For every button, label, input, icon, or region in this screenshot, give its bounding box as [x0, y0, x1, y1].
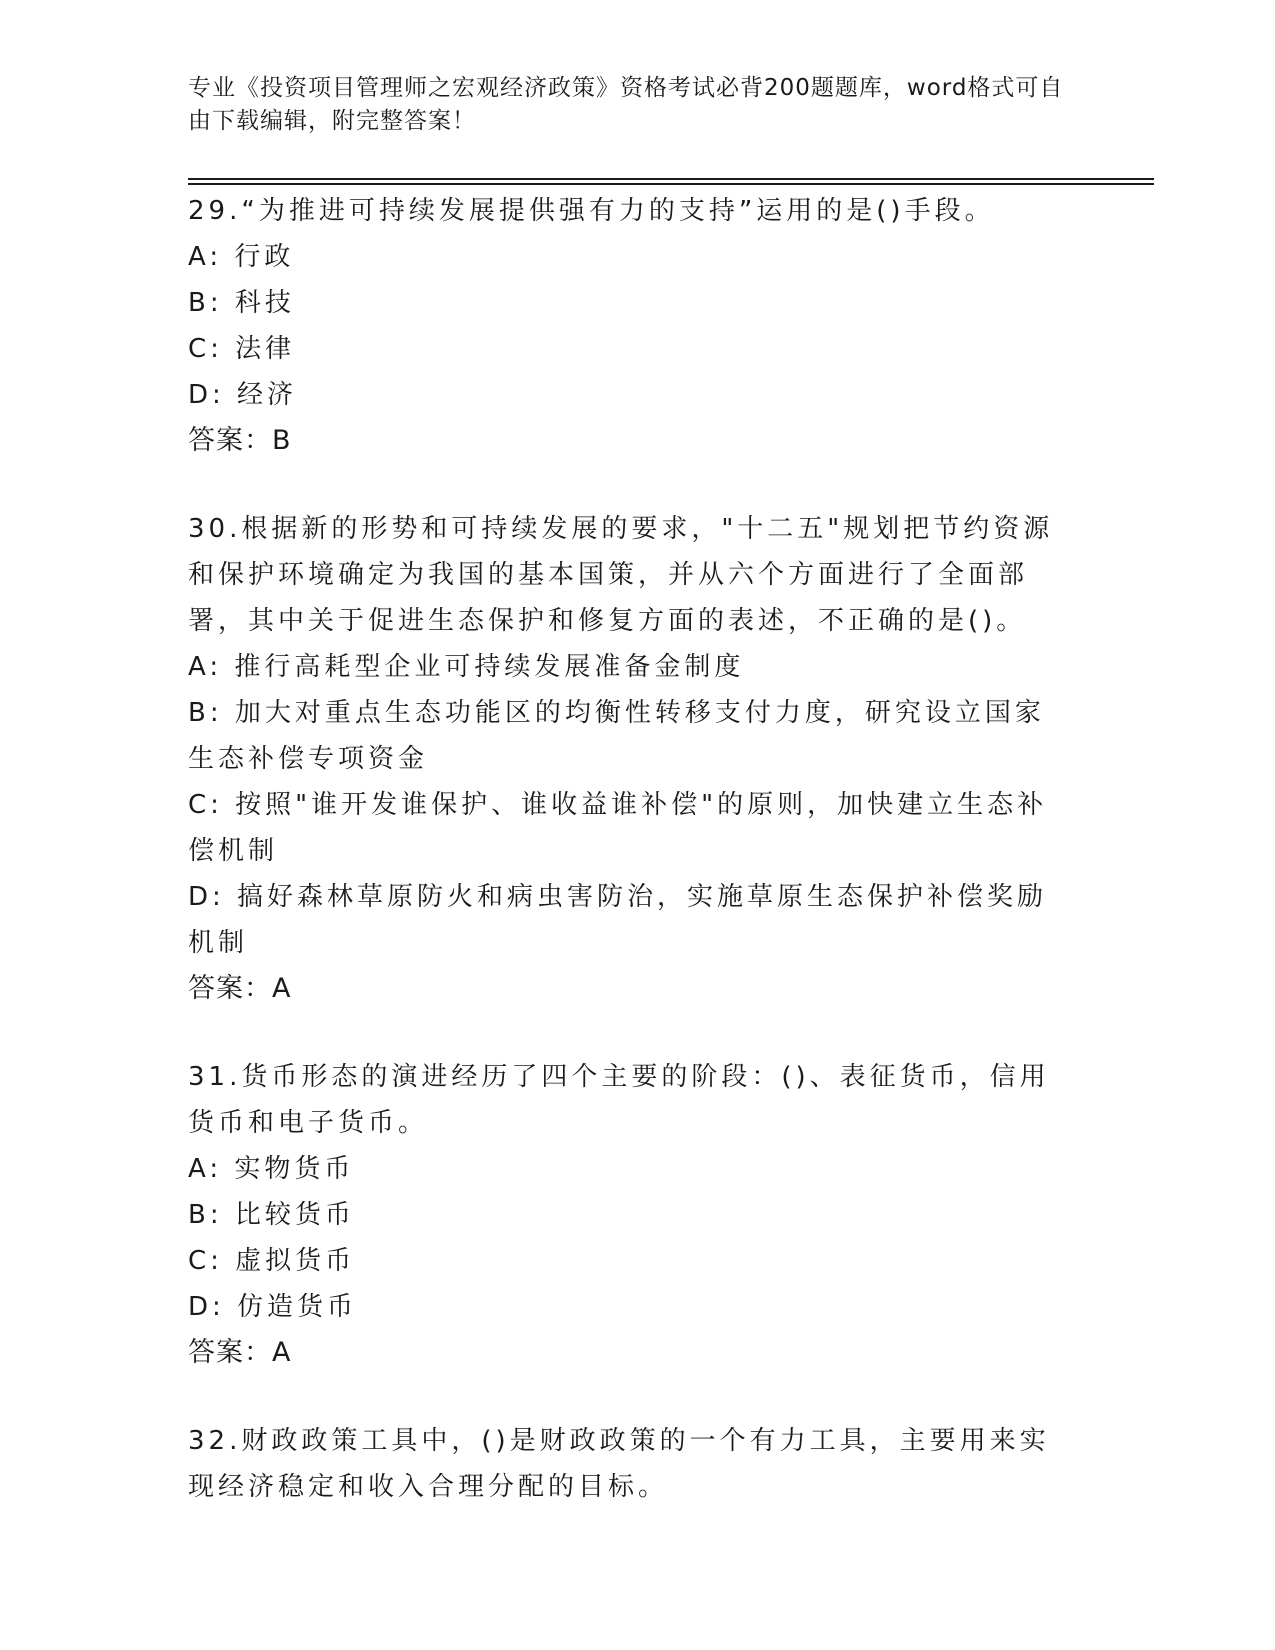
header-rule-top: [188, 178, 1154, 180]
answer-label: 答案：A: [188, 973, 292, 1004]
question-list: [188, 188, 1068, 1552]
option-d: D: 经济: [188, 380, 298, 410]
question-stem: 32.财政政策工具中，()是财政政策的一个有力工具，主要用来实现经济稳定和收入合理分配的目标。: [188, 1426, 1050, 1502]
header-rule-bottom: [188, 183, 1154, 185]
question-31: [188, 1054, 1068, 1376]
option-d: D: 搞好森林草原防火和病虫害防治，实施草原生态保护补偿奖励机制: [188, 882, 1048, 958]
option-d: D: 仿造货币: [188, 1292, 358, 1322]
option-b: B: 科技: [188, 288, 295, 318]
option-b: B: 加大对重点生态功能区的均衡性转移支付力度，研究设立国家生态补偿专项资金: [188, 698, 1045, 774]
document-header: 专业《投资项目管理师之宏观经济政策》资格考试必背200题题库，word格式可自由下载编辑，附完整答案！: [188, 75, 1064, 134]
option-c: C: 虚拟货币: [188, 1246, 356, 1276]
question-stem: 29.“为推进可持续发展提供强有力的支持”运用的是()手段。: [188, 196, 995, 226]
question-29: [188, 188, 1068, 464]
question-32: [188, 1418, 1068, 1510]
question-stem: 30.根据新的形势和可持续发展的要求，"十二五"规划把节约资源和保护环境确定为我国的基本国策，并从六个方面进行了全面部署，其中关于促进生态保护和修复方面的表述，不正确的是()。: [188, 514, 1054, 636]
question-30: [188, 506, 1068, 1012]
question-stem: 31.货币形态的演进经历了四个主要的阶段：()、表征货币，信用货币和电子货币。: [188, 1062, 1050, 1138]
option-b: B: 比较货币: [188, 1200, 355, 1230]
answer-label: 答案：A: [188, 1337, 292, 1368]
option-a: A: 实物货币: [188, 1154, 355, 1184]
option-a: A: 行政: [188, 242, 295, 272]
answer-label: 答案：B: [188, 425, 292, 456]
option-a: A: 推行高耗型企业可持续发展准备金制度: [188, 652, 745, 682]
option-c: C: 法律: [188, 334, 296, 364]
option-c: C: 按照"谁开发谁保护、谁收益谁补偿"的原则，加快建立生态补偿机制: [188, 790, 1048, 866]
